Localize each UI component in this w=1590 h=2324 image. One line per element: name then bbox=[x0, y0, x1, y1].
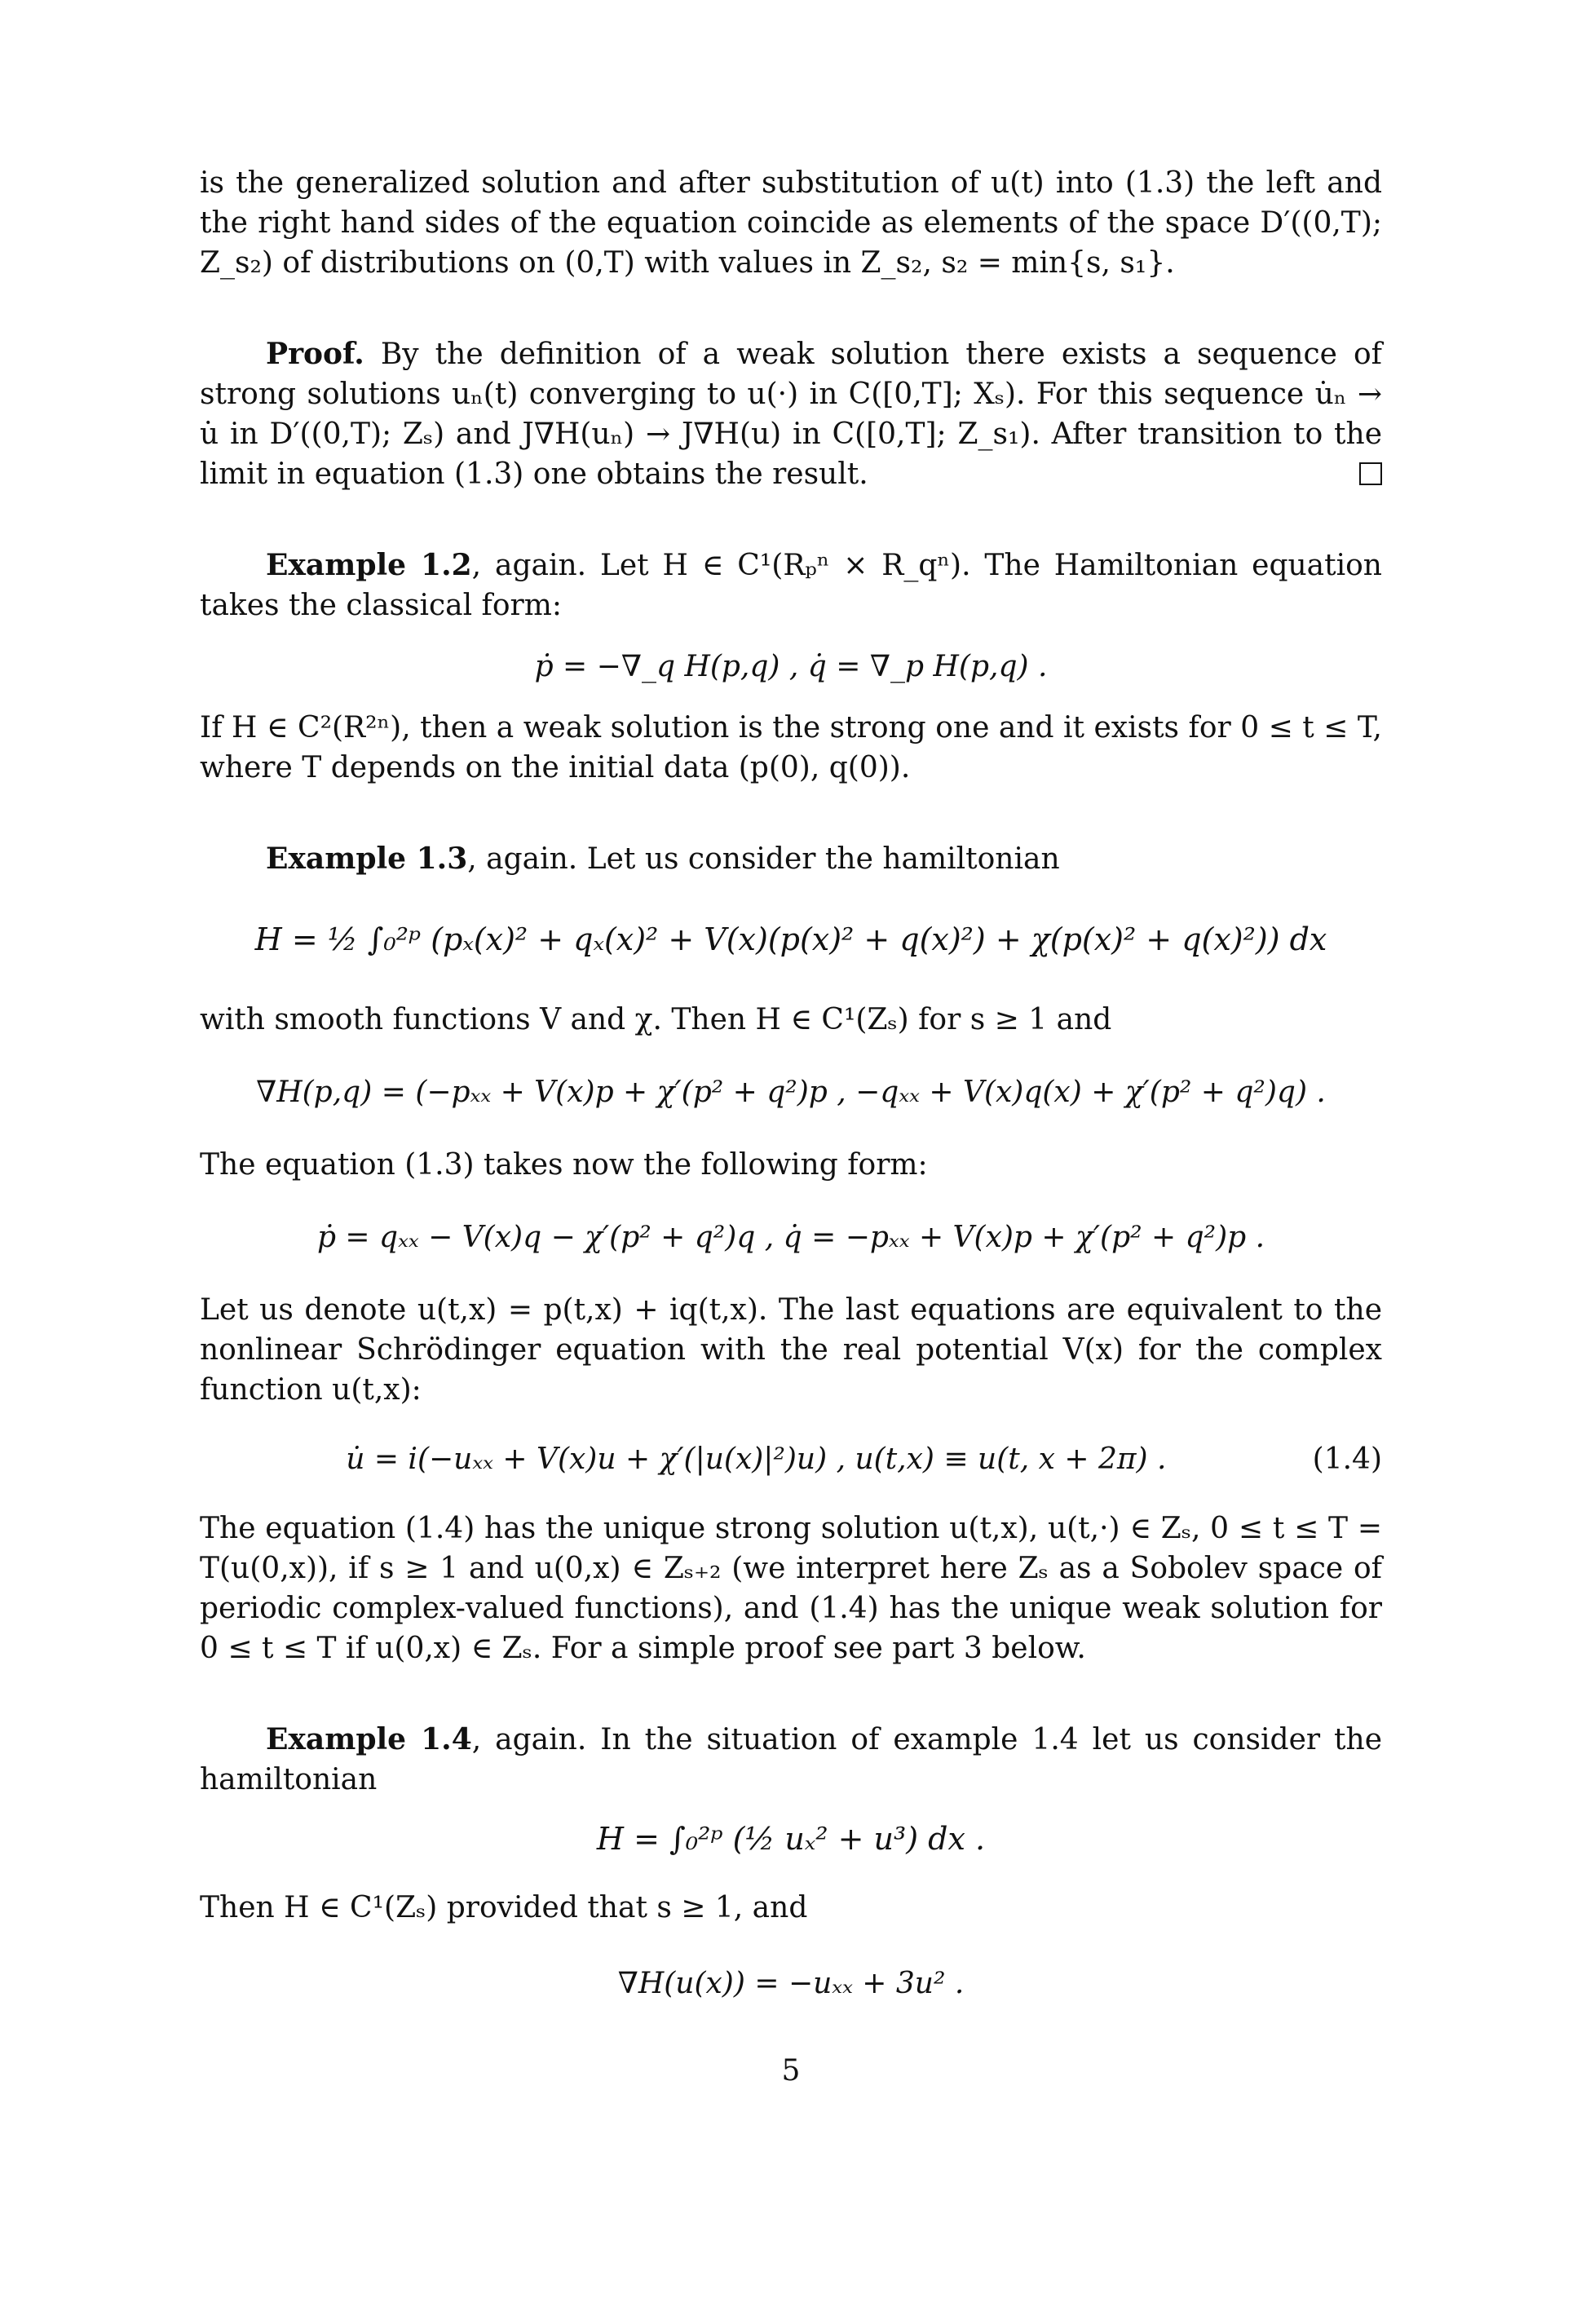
smooth-functions-text: with smooth functions V and χ. Then H ∈ C¹(Zₛ) for s ≥ 1 and bbox=[200, 1003, 1112, 1036]
example-1-4-heading: Example 1.4 bbox=[266, 1722, 472, 1756]
proof-heading: Proof. bbox=[266, 337, 364, 371]
example-1-2-followup: If H ∈ C²(R²ⁿ), then a weak solution is the strong one and it exists for 0 ≤ t ≤ T, where T depends on the initial data (p(0), q(0)). bbox=[200, 711, 1382, 784]
schrodinger-text: Let us denote u(t,x) = p(t,x) + iq(t,x). The last equations are equivalent to the nonlinear Schrödinger equation with the real potential V(x) for the complex function u(t,x): bbox=[200, 1293, 1382, 1407]
qed-square-icon bbox=[1359, 462, 1382, 485]
page-number: 5 bbox=[781, 2054, 801, 2088]
equation-1-3-form: ṗ = qₓₓ − V(x)q − χ′(p² + q²)q , q̇ = −pₓₓ + V(x)p + χ′(p² + q²)p . bbox=[316, 1221, 1265, 1254]
example-1-3-text: , again. Let us consider the hamiltonian bbox=[467, 842, 1060, 876]
hamiltonian-integral-equation: H = ½ ∫₀²ᵖ (pₓ(x)² + qₓ(x)² + V(x)(p(x)² + q(x)²) + χ(p(x)² + q(x)²)) dx bbox=[254, 921, 1327, 957]
proof-text: By the definition of a weak solution there exists a sequence of strong solutions uₙ(t) converging to u(·) in C([0,T]; Xₛ). For this sequence u̇ₙ → u̇ in D′((0,T); Zₛ) and J∇H(uₙ) → J∇H(u) in C([0,T]; Z_s₁). After transition to the limit in equation (1.3) one obtains the result. bbox=[200, 338, 1382, 491]
example-1-2-text: , again. Let H ∈ C¹(Rₚⁿ × R_qⁿ). The Hamiltonian equation takes the classical form: bbox=[200, 549, 1382, 622]
example-1-4-text: , again. In the situation of example 1.4 let us consider the hamiltonian bbox=[200, 1723, 1382, 1796]
example-1-2-heading: Example 1.2 bbox=[266, 548, 472, 582]
example-1-4-followup: Then H ∈ C¹(Zₛ) provided that s ≥ 1, and bbox=[200, 1891, 808, 1924]
paragraph-generalized-solution: is the generalized solution and after substitution of u(t) into (1.3) the left and the right hand sides of the equation coincide as elements of the space D′((0,T); Z_s₂) of distributions on (0,T) with values in Z_s₂, s₂ = min{s, s₁}. bbox=[200, 166, 1382, 280]
equation-1-4-row bbox=[200, 1439, 1382, 1479]
example-1-3-heading: Example 1.3 bbox=[266, 842, 468, 876]
hamiltonian-classical-equation: ṗ = −∇_q H(p,q) , q̇ = ∇_p H(p,q) . bbox=[534, 650, 1048, 683]
proof-paragraph bbox=[200, 334, 1382, 494]
equation-1-4: u̇ = i(−uₓₓ + V(x)u + χ′(|u(x)|²)u) , u(t,x) ≡ u(t, x + 2π) . bbox=[346, 1443, 1167, 1476]
example-1-4-paragraph bbox=[200, 1720, 1382, 1800]
paper-page bbox=[200, 163, 1382, 2091]
example-1-2-paragraph bbox=[200, 546, 1382, 625]
equation-1-4-discussion: The equation (1.4) has the unique strong solution u(t,x), u(t,·) ∈ Zₛ, 0 ≤ t ≤ T = T(u(0,x)), if s ≥ 1 and u(0,x) ∈ Zₛ₊₂ (we interpret here Zₛ as a Sobolev space of periodic complex-valued functions), and (1.4) has the unique weak solution for 0 ≤ t ≤ T if u(0,x) ∈ Zₛ. For a simple proof see part 3 below. bbox=[200, 1512, 1382, 1665]
equation-1-4-number: (1.4) bbox=[1312, 1443, 1382, 1476]
example-1-3-paragraph bbox=[200, 839, 1382, 879]
kdv-hamiltonian-equation: H = ∫₀²ᵖ (½ uₓ² + u³) dx . bbox=[596, 1821, 986, 1857]
kdv-gradient-equation: ∇H(u(x)) = −uₓₓ + 3u² . bbox=[617, 1967, 965, 2000]
equation-1-3-intro: The equation (1.3) takes now the following form: bbox=[200, 1148, 928, 1182]
gradient-equation: ∇H(p,q) = (−pₓₓ + V(x)p + χ′(p² + q²)p , −qₓₓ + V(x)q(x) + χ′(p² + q²)q) . bbox=[256, 1076, 1326, 1109]
